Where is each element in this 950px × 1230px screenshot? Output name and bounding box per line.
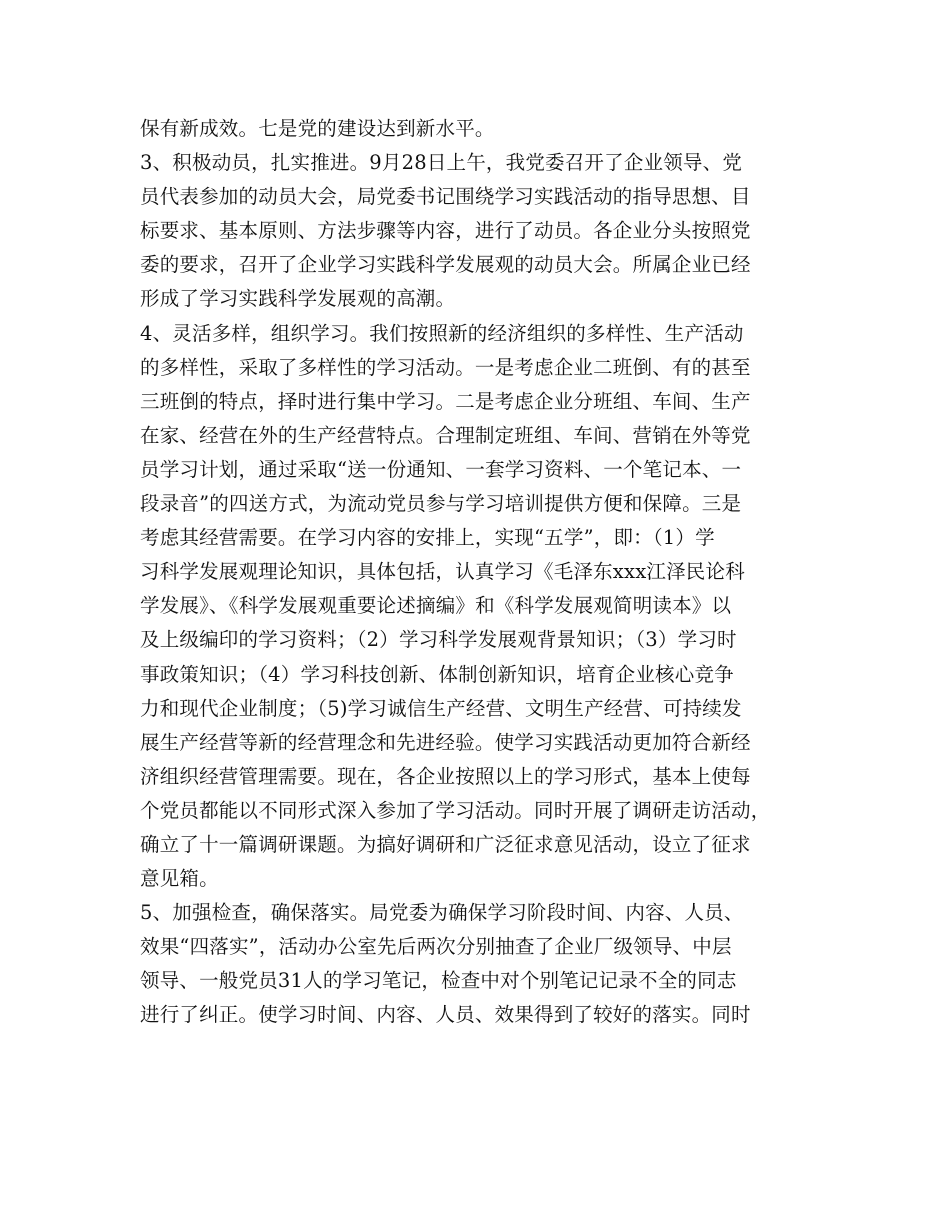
text-line: 4、灵活多样，组织学习。我们按照新的经济组织的多样性、生产活动 [140,321,744,345]
text-line: 展生产经营等新的经营理念和先进经验。使学习实践活动更加符合新经 [140,730,751,754]
document-body [140,112,820,1033]
text-line: 形成了学习实践科学发展观的高潮。 [140,287,456,311]
text-line: 三班倒的特点，择时进行集中学习。二是考虑企业分班组、车间、生产 [140,389,751,413]
text-line: 意见箱。 [140,867,219,891]
text-line: 效果“四落实”，活动办公室先后两次分别抽查了企业厂级领导、中层 [140,935,732,959]
text-line: 事政策知识；（4）学习科技创新、体制创新知识，培育企业核心竞争 [140,662,734,686]
text-line: 段录音”的四送方式，为流动党员参与学习培训提供方便和保障。三是 [140,492,742,516]
text-line: 个党员都能以不同形式深入参加了学习活动。同时开展了调研走访活动， [140,798,771,822]
text-line: 考虑其经营需要。在学习内容的安排上，实现“五学”，即：（1）学 [140,526,715,550]
text-line: 及上级编印的学习资料；（2）学习科学发展观背景知识；（3）学习时 [140,628,737,652]
text-line: 确立了十一篇调研课题。为搞好调研和广泛征求意见活动，设立了征求 [140,832,751,856]
text-line: 力和现代企业制度；（5)学习诚信生产经营、文明生产经营、可持续发 [140,696,742,720]
text-line: 在家、经营在外的生产经营特点。合理制定班组、车间、营销在外等党 [140,423,751,447]
text-line: 3、积极动员，扎实推进。9月28日上午，我党委召开了企业领导、党 [140,151,743,175]
text-line: 员学习计划，通过采取“送一份通知、一套学习资料、一个笔记本、一 [140,457,742,481]
text-line: 济组织经营管理需要。现在，各企业按照以上的学习形式，基本上使每 [140,764,751,788]
text-line: 保有新成效。七是党的建设达到新水平。 [140,117,495,140]
text-line: 领导、一般党员31人的学习笔记，检查中对个别笔记记录不全的同志 [140,969,737,993]
text-line: 员代表参加的动员大会，局党委书记围绕学习实践活动的指导思想、目 [140,185,751,209]
text-line: 委的要求，召开了企业学习实践科学发展观的动员大会。所属企业已经 [140,253,751,277]
text-line: 的多样性，采取了多样性的学习活动。一是考虑企业二班倒、有的甚至 [140,355,751,379]
text-line: 标要求、基本原则、方法步骤等内容，进行了动员。各企业分头按照党 [140,219,751,243]
text-line: 进行了纠正。使学习时间、内容、人员、效果得到了较好的落实。同时 [140,1003,751,1027]
text-line: 习科学发展观理论知识，具体包括，认真学习《毛泽东xxx江泽民论科 [140,560,745,584]
text-line: 学发展》、《科学发展观重要论述摘编》和《科学发展观简明读本》以 [140,594,732,618]
text-line: 5、加强检查，确保落实。局党委为确保学习阶段时间、内容、人员、 [140,901,744,925]
